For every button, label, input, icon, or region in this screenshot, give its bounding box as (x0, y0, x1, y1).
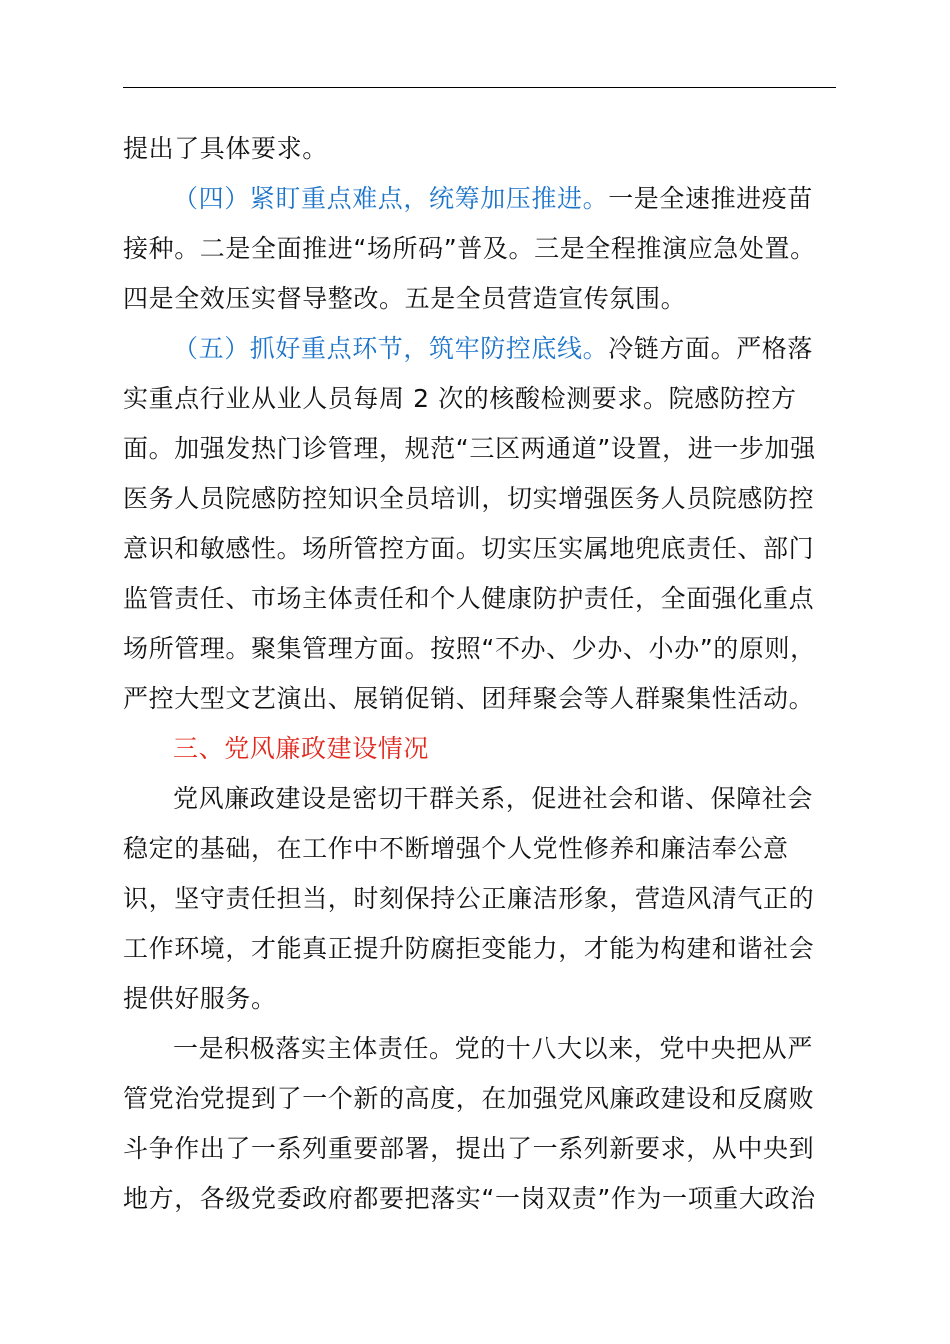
paragraph-section-3-intro: 党风廉政建设是密切干群关系，促进社会和谐、保障社会稳定的基础，在工作中不断增强个人党性修养和廉洁奉公意识，坚守责任担当，时刻保持公正廉洁形象，营造风清气正的工作环境，才能真正提升防腐拒变能力，才能为构建和谐社会提供好服务。 (123, 784, 815, 1013)
paragraph-item-5 (123, 324, 838, 724)
paragraph-item-5-body: 冷链方面。严格落实重点行业从业人员每周 2 次的核酸检测要求。院感防控方面。加强发热门诊管理，规范“三区两通道”设置，进一步加强医务人员院感防控知识全员培训，切实增强医务人员院感防控意识和敏感性。场所管控方面。切实压实属地兜底责任、部门监管责任、市场主体责任和个人健康防护责任，全面强化重点场所管理。聚集管理方面。按照“不办、少办、小办”的原则，严控大型文艺演出、展销促销、团拜聚会等人群聚集性活动。 (123, 334, 816, 713)
section-heading-3: 三、党风廉政建设情况 (173, 734, 430, 763)
header-rule (123, 87, 836, 88)
document-body (123, 124, 838, 1224)
paragraph-item-4-body: 一是全速推进疫苗接种。二是全面推进“场所码”普及。三是全程推演应急处置。四是全效压实督导整改。五是全员营造宣传氛围。 (123, 184, 816, 313)
paragraph-item-4 (123, 174, 838, 324)
paragraph-section-3-point-1: 一是积极落实主体责任。党的十八大以来，党中央把从严管党治党提到了一个新的高度，在加强党风廉政建设和反腐败斗争作出了一系列重要部署，提出了一系列新要求，从中央到地方，各级党委政府都要把落实“一岗双责”作为一项重大政治 (123, 1034, 816, 1213)
subheading-4: （四）紧盯重点难点，统筹加压推进。 (173, 184, 609, 213)
subheading-5: （五）抓好重点环节，筑牢防控底线。 (173, 334, 609, 363)
paragraph-continuation: 提出了具体要求。 (123, 134, 328, 163)
